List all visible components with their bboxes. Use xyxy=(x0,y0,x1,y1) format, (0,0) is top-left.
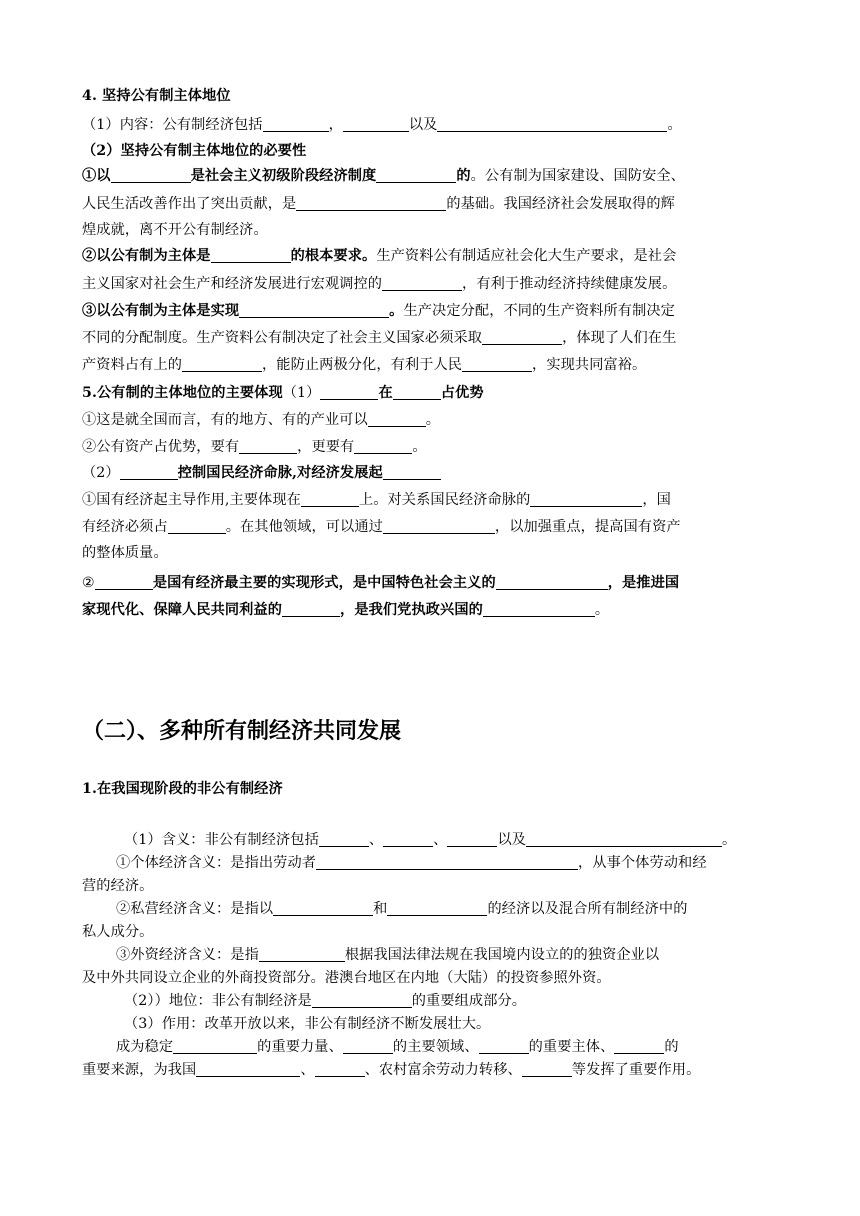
content-line: ①国有经济起主导作用,主要体现在 上。对关系国民经济命脉的 ，国 xyxy=(82,492,671,508)
content-line: 煌成就，离不开公有制经济。 xyxy=(82,222,268,238)
fill-blank[interactable] xyxy=(479,1039,529,1054)
section-title: （二）、多种所有制经济共同发展 xyxy=(82,718,402,744)
content-line: 成为稳定 的重要力量、 的主要领域、 的重要主体、 的 xyxy=(116,1039,679,1055)
fill-blank[interactable] xyxy=(383,465,441,480)
content-line: ③外资经济含义：是指 根据我国法律法规在我国境内设立的的独资企业以 xyxy=(116,947,660,963)
content-line: 有经济必须占 。在其他领域，可以通过 ，以加强重点，提高国有资产 xyxy=(82,519,681,535)
fill-blank[interactable] xyxy=(95,575,153,590)
content-line: 不同的分配制度。生产资料公有制决定了社会主义国家必须采取 ，体现了人们在生 xyxy=(82,330,677,346)
fill-blank[interactable] xyxy=(320,385,378,400)
content-line: 产资料占有上的 ，能防止两极分化，有利于人民 ，实现共同富裕。 xyxy=(82,357,647,373)
fill-blank[interactable] xyxy=(211,248,291,263)
fill-blank[interactable] xyxy=(319,832,369,847)
fill-blank[interactable] xyxy=(483,602,595,617)
heading-5: 5.公有制的主体地位的主要体现（1） 在 占优势 xyxy=(82,385,484,401)
fill-blank[interactable] xyxy=(383,832,433,847)
content-line: （2） 控制国民经济命脉,对经济发展起 xyxy=(82,463,782,483)
fill-blank[interactable] xyxy=(296,196,446,211)
fill-blank[interactable] xyxy=(343,1039,393,1054)
content-line: 私人成分。 xyxy=(82,924,154,940)
fill-blank[interactable] xyxy=(522,1062,572,1077)
fill-blank[interactable] xyxy=(196,1062,300,1077)
fill-blank[interactable] xyxy=(482,330,562,345)
fill-blank[interactable] xyxy=(301,492,359,507)
fill-blank[interactable] xyxy=(354,439,412,454)
content-line: （1）含义：非公有制经济包括 、 、 以及 。 xyxy=(124,832,737,848)
fill-blank[interactable] xyxy=(343,117,409,132)
fill-blank[interactable] xyxy=(316,855,578,870)
content-line: 及中外共同设立企业的外商投资部分。港澳台地区在内地（大陆）的投资参照外资。 xyxy=(82,970,611,986)
content-line: 重要来源，为我国 、 、农村富余劳动力转移、 等发挥了重要作用。 xyxy=(82,1062,701,1078)
fill-blank[interactable] xyxy=(111,168,191,183)
content-line: 主义国家对社会生产和经济发展进行宏观调控的 ，有利于推动经济持续健康发展。 xyxy=(82,276,677,292)
content-line: 营的经济。 xyxy=(82,878,154,894)
fill-blank[interactable] xyxy=(387,901,487,916)
content-line: ①个体经济含义：是指出劳动者 ，从事个体劳动和经 xyxy=(116,855,707,871)
fill-blank[interactable] xyxy=(173,1039,257,1054)
fill-blank[interactable] xyxy=(239,303,389,318)
fill-blank[interactable] xyxy=(382,276,462,291)
content-line: ②公有资产占优势，要有 ，更要有 。 xyxy=(82,439,427,455)
content-line: 的整体质量。 xyxy=(82,545,168,561)
content-line: ①以 是社会主义初级阶段经济制度 的。公有制为国家建设、国防安全、 xyxy=(82,168,685,184)
fill-blank[interactable] xyxy=(383,519,495,534)
content-line: 家现代化、保障人民共同利益的 ，是我们党执政兴国的 。 xyxy=(82,602,610,618)
content-line: （3）作用：改革开放以来，非公有制经济不断发展壮大。 xyxy=(124,1016,491,1032)
fill-blank[interactable] xyxy=(239,439,297,454)
fill-blank[interactable] xyxy=(447,832,497,847)
content-line: ③以公有制为主体是实现 。生产决定分配，不同的生产资料所有制决定 xyxy=(82,303,675,319)
fill-blank[interactable] xyxy=(182,357,262,372)
content-line: ② 是国有经济最主要的实现形式，是中国特色社会主义的 ，是推进国 xyxy=(82,575,680,591)
content-line: ①这是就全国而言，有的地方、有的产业可以 。 xyxy=(82,412,441,428)
heading-4: 4. 坚持公有制主体地位 xyxy=(82,88,231,104)
fill-blank[interactable] xyxy=(263,117,329,132)
content-line: （2））地位：非公有制经济是 的重要组成部分。 xyxy=(124,993,527,1009)
fill-blank[interactable] xyxy=(376,168,456,183)
fill-blank[interactable] xyxy=(120,465,178,480)
fill-blank[interactable] xyxy=(530,492,642,507)
subheading: （2）坚持公有制主体地位的必要性 xyxy=(82,143,307,159)
fill-blank[interactable] xyxy=(168,519,226,534)
fill-blank[interactable] xyxy=(614,1039,664,1054)
fill-blank[interactable] xyxy=(462,357,532,372)
content-line: 人民生活改善作出了突出贡献，是 的基础。我国经济社会发展取得的辉 xyxy=(82,196,675,212)
content-line: （1）内容：公有制经济包括 ， 以及 。 xyxy=(82,117,682,133)
fill-blank[interactable] xyxy=(526,832,722,847)
fill-blank[interactable] xyxy=(437,117,667,132)
content-line: ②以公有制为主体是 的根本要求。生产资料公有制适应社会化大生产要求，是社会 xyxy=(82,248,677,264)
content-line: ②私营经济含义：是指以 和 的经济以及混合所有制经济中的 xyxy=(116,901,688,917)
fill-blank[interactable] xyxy=(282,602,340,617)
fill-blank[interactable] xyxy=(312,993,412,1008)
fill-blank[interactable] xyxy=(393,385,441,400)
fill-blank[interactable] xyxy=(259,947,345,962)
fill-blank[interactable] xyxy=(496,575,608,590)
fill-blank[interactable] xyxy=(368,412,426,427)
heading-1: 1.在我国现阶段的非公有制经济 xyxy=(82,781,283,797)
fill-blank[interactable] xyxy=(315,1062,365,1077)
fill-blank[interactable] xyxy=(273,901,373,916)
